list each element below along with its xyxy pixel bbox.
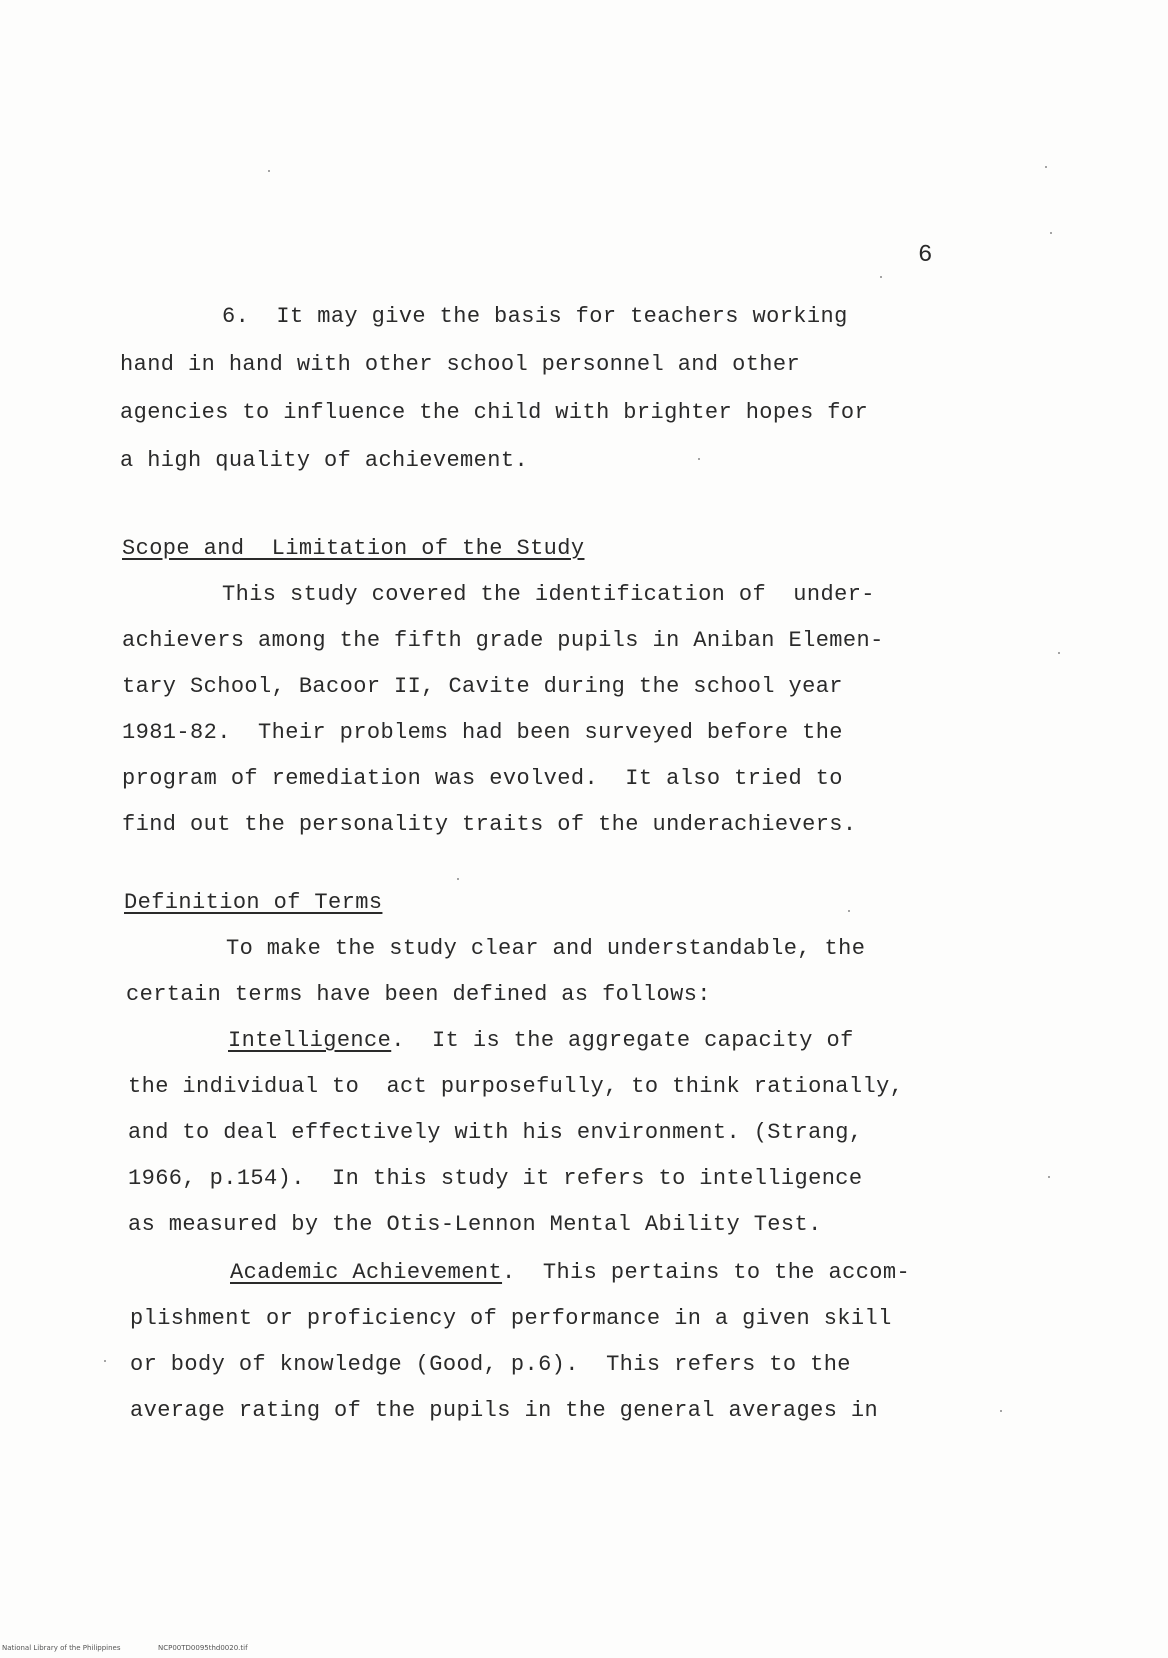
paragraph-line: achievers among the fifth grade pupils in Aniban Elemen-: [122, 628, 884, 653]
section-heading-scope: Scope and Limitation of the Study: [122, 536, 585, 561]
page-number: 6: [918, 242, 933, 269]
scan-speck: [1058, 652, 1060, 654]
footer-file-id: NCP00TD0095thd0020.tif: [158, 1644, 248, 1652]
paragraph-line: tary School, Bacoor II, Cavite during the school year: [122, 674, 843, 699]
paragraph-line: find out the personality traits of the underachievers.: [122, 812, 857, 837]
scan-speck: [104, 1360, 106, 1362]
paragraph-line: This study covered the identification of under-: [222, 582, 875, 607]
footer-library-name: National Library of the Philippines: [2, 1644, 121, 1652]
paragraph-line: 6. It may give the basis for teachers working: [222, 304, 848, 329]
paragraph-line: average rating of the pupils in the general averages in: [130, 1398, 879, 1423]
scan-speck: [457, 878, 459, 880]
term-line-intelligence: [228, 1028, 854, 1053]
paragraph-line: or body of knowledge (Good, p.6). This refers to the: [130, 1352, 851, 1377]
paragraph-line: agencies to influence the child with brighter hopes for: [120, 400, 869, 425]
term-line-academic: [230, 1260, 910, 1285]
paragraph-line: program of remediation was evolved. It also tried to: [122, 766, 843, 791]
term-definition-start: . It is the aggregate capacity of: [391, 1028, 854, 1053]
section-heading-definitions: Definition of Terms: [124, 890, 383, 915]
paragraph-line: hand in hand with other school personnel and other: [120, 352, 801, 377]
paragraph-line: and to deal effectively with his environment. (Strang,: [128, 1120, 863, 1145]
scan-speck: [1000, 1410, 1002, 1412]
scan-speck: [1045, 166, 1047, 168]
scan-speck: [880, 276, 882, 278]
paragraph-line: To make the study clear and understandable, the: [226, 936, 866, 961]
paragraph-line: 1981-82. Their problems had been surveyed before the: [122, 720, 843, 745]
term-definition-start: . This pertains to the accom-: [502, 1260, 911, 1285]
paragraph-line: certain terms have been defined as follows:: [126, 982, 711, 1007]
scan-speck: [1048, 1176, 1050, 1178]
paragraph-line: 1966, p.154). In this study it refers to intelligence: [128, 1166, 863, 1191]
scan-speck: [268, 170, 270, 172]
term-academic-achievement: Academic Achievement: [230, 1260, 503, 1285]
term-intelligence: Intelligence: [228, 1028, 392, 1053]
paragraph-line: plishment or proficiency of performance in a given skill: [130, 1306, 892, 1331]
scan-speck: [1050, 232, 1052, 234]
paragraph-line: a high quality of achievement.: [120, 448, 529, 473]
scan-speck: [698, 458, 700, 460]
paragraph-line: as measured by the Otis-Lennon Mental Ability Test.: [128, 1212, 822, 1237]
scan-speck: [848, 910, 850, 912]
paragraph-line: the individual to act purposefully, to think rationally,: [128, 1074, 904, 1099]
